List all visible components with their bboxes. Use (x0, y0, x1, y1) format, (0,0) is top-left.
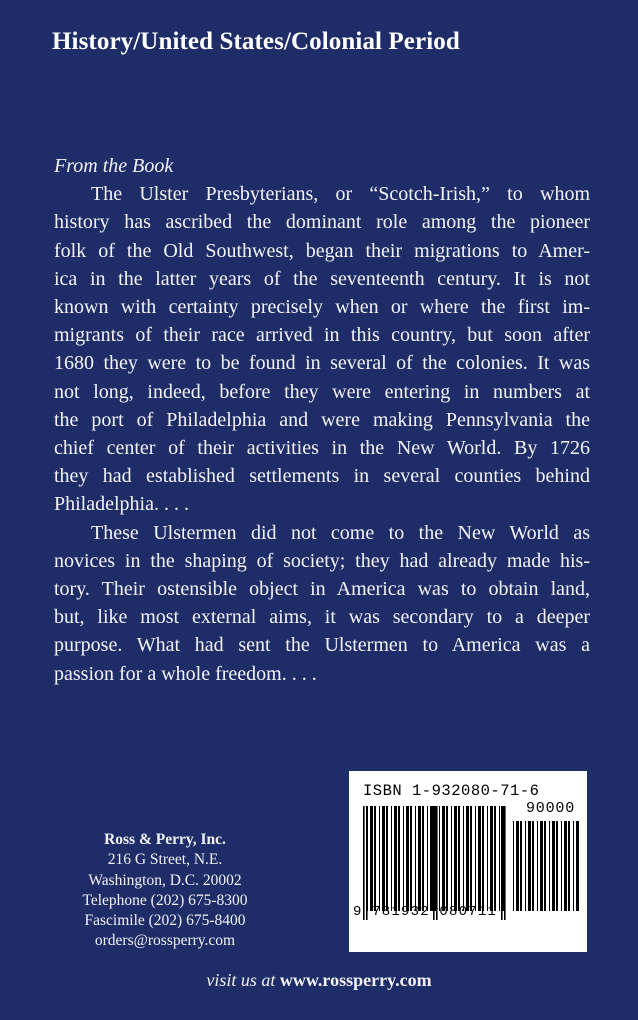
barcode-guard-bar (501, 806, 503, 920)
barcode-bar (573, 821, 574, 911)
barcode-bar (430, 806, 433, 911)
barcode-bar (458, 806, 460, 911)
barcode-bar (410, 806, 412, 911)
barcode-bar (370, 806, 373, 911)
publisher-city: Washington, D.C. 20002 (88, 871, 242, 889)
excerpt-line: ica in the latter years of the seventeenth century. It is not (54, 267, 590, 290)
barcode-bar (374, 806, 376, 911)
barcode-bar (427, 806, 428, 911)
barcode-bar (415, 806, 416, 911)
barcode-bar (442, 806, 445, 911)
publisher-email: orders@rossperry.com (94, 932, 236, 950)
barcode-panel (349, 771, 587, 952)
barcode-bar (494, 806, 496, 911)
excerpt-line: chief center of their activities in the New World. By 1726 (54, 437, 590, 460)
barcode-bar (513, 821, 514, 911)
publisher-street: 216 G Street, N.E. (107, 851, 223, 869)
barcode-bar (482, 806, 484, 911)
excerpt-line: history has ascribed the dominant role among the pioneer (54, 211, 590, 234)
barcode-bar (499, 806, 500, 911)
barcode-bar (528, 821, 531, 911)
barcode-bar (382, 806, 385, 911)
excerpt-paragraph-1 (54, 180, 590, 518)
excerpt-line: they had established settlements in several counties behind (54, 465, 590, 488)
barcode-bar (475, 806, 476, 911)
barcode-bar (537, 821, 538, 911)
website-footer (0, 970, 638, 991)
barcode-bar (556, 821, 558, 911)
barcode-bar (490, 806, 493, 911)
barcode-bar (525, 821, 526, 911)
barcode-bar (520, 821, 522, 911)
barcode-bar (516, 821, 519, 911)
barcode-bar (532, 821, 534, 911)
barcode-bar (379, 806, 380, 911)
category-heading: History/United States/Colonial Period (52, 28, 460, 55)
isbn-label: ISBN 1-932080-71-6 (363, 782, 540, 800)
barcode-bar (418, 806, 421, 911)
excerpt-line: the port of Philadelphia and were making Pennsylvania the (54, 408, 590, 431)
excerpt-line: but, like most external aims, it was secondary to a deeper (54, 606, 590, 629)
excerpt-line: not long, indeed, before they were entering in numbers at (54, 380, 590, 403)
barcode-bar (406, 806, 409, 911)
barcode-bar (463, 806, 464, 911)
excerpt-line: known with certainty precisely when or where the first im- (54, 296, 590, 319)
barcode-bar (576, 821, 579, 911)
barcode-bar (478, 806, 481, 911)
barcode-guard-bar (363, 806, 365, 920)
barcode-bar (451, 806, 452, 911)
ean-digits: 9 781932 080711 (353, 904, 498, 920)
excerpt-line: These Ulstermen did not come to the New World as (91, 521, 590, 544)
barcode-bar (549, 821, 550, 911)
publisher-fax: Fascimile (202) 675-8400 (84, 912, 246, 930)
book-excerpt (54, 152, 590, 688)
barcode-bar (552, 821, 555, 911)
barcode-bar (470, 806, 472, 911)
excerpt-line: folk of the Old Southwest, began their migrations to Amer- (54, 239, 590, 262)
barcode-bar (394, 806, 397, 911)
barcode-bar (398, 806, 400, 911)
excerpt-line: Philadelphia. . . . (54, 493, 189, 516)
barcode-bar (466, 806, 469, 911)
excerpt-line: purpose. What had sent the Ulstermen to America was a (54, 634, 590, 657)
barcode-guard-bar (433, 806, 435, 920)
website-url[interactable]: www.rossperry.com (279, 970, 432, 990)
barcode-bar (386, 806, 388, 911)
barcode-bar (561, 821, 562, 911)
barcode-guard-bar (436, 806, 438, 920)
barcode-bar (544, 821, 546, 911)
publisher-name: Ross & Perry, Inc. (104, 831, 226, 848)
publisher-block (60, 830, 270, 952)
barcode-bar (454, 806, 457, 911)
excerpt-line: migrants of their race arrived in this country, but soon after (54, 324, 590, 347)
barcode-bar (422, 806, 424, 911)
excerpt-line: The Ulster Presbyterians, or “Scotch-Irish,” to whom (91, 183, 590, 206)
barcode-graphic (349, 771, 587, 952)
excerpt-line: passion for a whole freedom. . . . (54, 662, 317, 685)
barcode-bar (403, 806, 404, 911)
barcode-bar (487, 806, 488, 911)
barcode-bar (540, 821, 543, 911)
visit-label: visit us at (206, 970, 276, 990)
publisher-telephone: Telephone (202) 675-8300 (82, 891, 248, 909)
excerpt-heading: From the Book (54, 155, 174, 177)
barcode-guard-bar (366, 806, 368, 920)
excerpt-line: tory. Their ostensible object in America was to obtain land, (54, 578, 590, 601)
barcode-bar (564, 821, 567, 911)
barcode-bar (568, 821, 570, 911)
price-code: 90000 (526, 800, 576, 817)
excerpt-line: novices in the shaping of society; they had already made his- (54, 549, 590, 572)
barcode-bar (439, 806, 440, 911)
barcode-guard-bar (504, 806, 506, 920)
barcode-bar (391, 806, 392, 911)
excerpt-paragraph-2 (54, 519, 590, 688)
excerpt-line: 1680 they were to be found in several of the colonies. It was (54, 352, 590, 375)
barcode-bar (446, 806, 448, 911)
